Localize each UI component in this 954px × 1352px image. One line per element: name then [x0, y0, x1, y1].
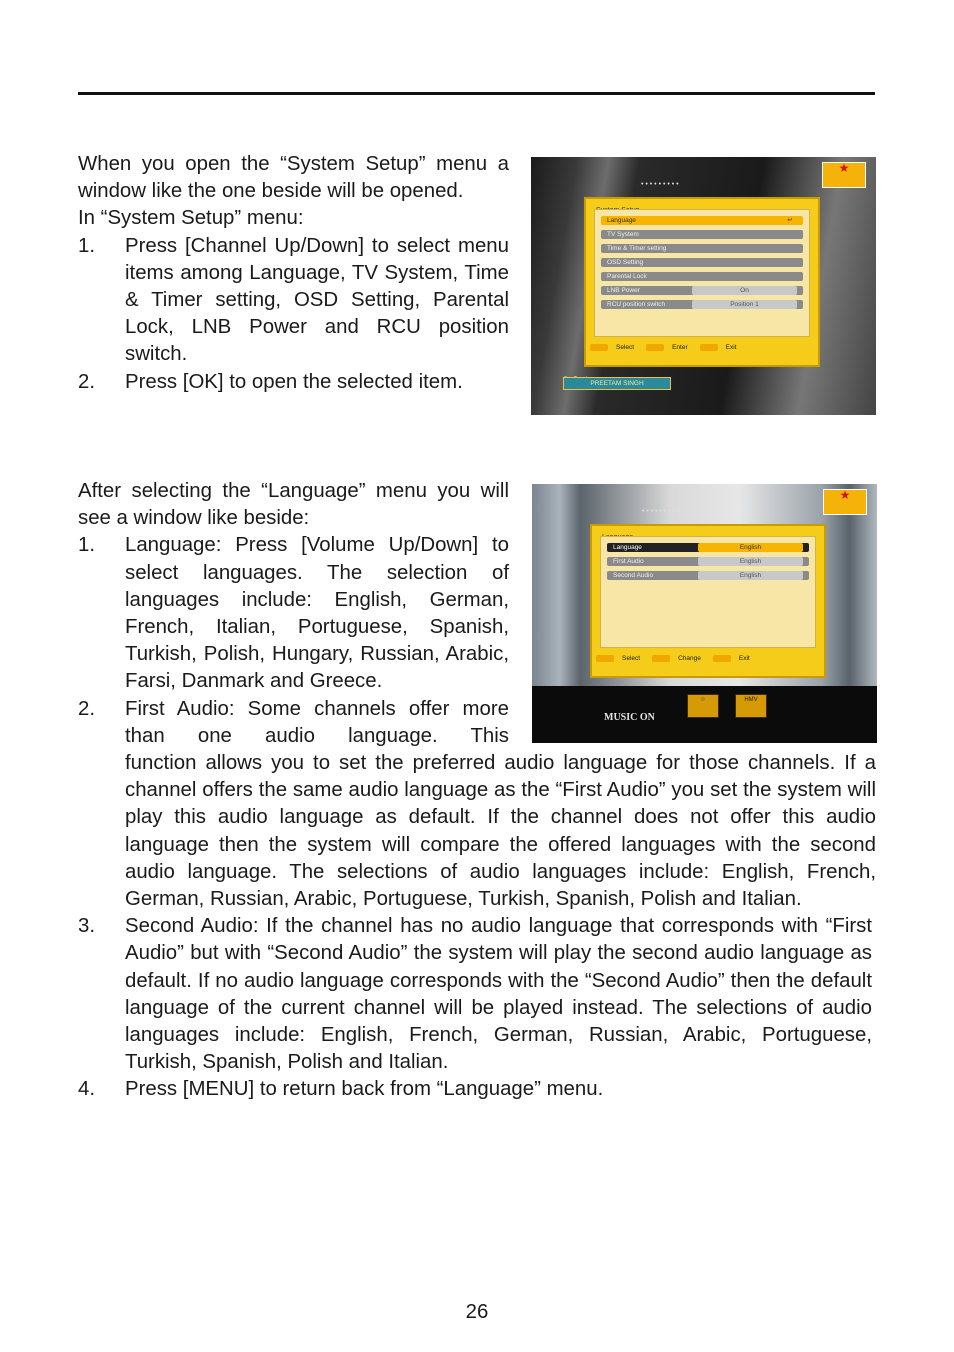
osd-menu: [590, 524, 826, 678]
channel-logo: ★: [823, 489, 867, 515]
osd-row: [607, 571, 809, 580]
osd-row: [601, 272, 803, 281]
osd-row: [607, 557, 809, 566]
footer-label: Select: [616, 343, 635, 351]
osd-row-value: English: [698, 543, 803, 552]
presenter-banner: PREETAM SINGH: [563, 377, 671, 390]
osd-row-label: TV System: [607, 231, 639, 238]
sponsor-logo: ☆: [687, 694, 719, 718]
channel-title: • • • • • • • • •: [642, 508, 680, 515]
osd-footer: [596, 645, 756, 672]
osd-row-label: LNB Power: [607, 287, 640, 294]
osd-row: [601, 300, 803, 309]
channel-logo: ★: [822, 162, 866, 188]
osd-menu: [584, 197, 820, 367]
footer-label: Enter: [672, 343, 688, 351]
footer-label: Change: [678, 654, 701, 662]
osd-list: [594, 209, 810, 337]
system-setup-section: [78, 151, 509, 396]
list-number: 2.: [78, 370, 96, 393]
osd-list: [600, 536, 816, 648]
osd-row-value: English: [698, 571, 803, 580]
header-rule: [78, 92, 875, 95]
list-item: [78, 233, 509, 369]
list-text: Press [Channel Up/Down] to select menu items among Language, TV System, Time & Timer setting, OSD Setting, Parental Lock, LNB Power and RCU position switch.: [125, 234, 509, 366]
list-text: First Audio: Some channels offer more than one audio language. This: [125, 697, 509, 747]
footer-label: Select: [622, 654, 641, 662]
osd-row-label: Parental Lock: [607, 273, 647, 280]
list-number: 1.: [78, 234, 96, 257]
section2-intro: After selecting the “Language” menu you will see a window like beside:: [78, 480, 509, 530]
list-number: 4.: [78, 1078, 96, 1101]
yellow-key-icon: [590, 344, 608, 351]
osd-row-label: Language: [607, 217, 636, 224]
music-on-label: MUSIC ON: [604, 712, 655, 723]
list-text: Language: Press [Volume Up/Down] to select languages. The selection of languages include: English, German, French, Italian, Portuguese, Spanish, Turkish, Polish, Hungary, Russian, Arabic, Farsi, Danmark and Greece.: [125, 534, 509, 693]
osd-row-label: First Audio: [613, 558, 644, 565]
section1-intro: When you open the “System Setup” menu a window like the one beside will be opened.: [78, 153, 509, 203]
yellow-key-icon: [652, 655, 670, 662]
footer-label: Exit: [725, 343, 737, 351]
list-text: Second Audio: If the channel has no audio language that corresponds with “First Audio” but with “Second Audio” the system will play the second audio language as default. If no audio language corresponds with the “Second Audio” then the default language of the current channel will be played instead. The selections of audio languages include: English, French, German, Russian, Arabic, Portuguese, Turkish, Spanish, Polish and Italian.: [125, 915, 872, 1074]
list-number: 2.: [78, 697, 96, 720]
osd-footer: [590, 334, 742, 361]
list-number: 3.: [78, 915, 96, 938]
page-number: 26: [465, 1301, 489, 1323]
yellow-key-icon: [700, 344, 718, 351]
osd-row-label: Language: [613, 544, 642, 551]
list-item: [78, 532, 509, 695]
hmv-logo: HMV: [735, 694, 767, 718]
channel-title: • • • • • • • • •: [641, 181, 679, 188]
osd-row: [601, 286, 803, 295]
list-item: [78, 369, 509, 396]
list-text: Press [MENU] to return back from “Language” menu.: [125, 1078, 604, 1101]
yellow-key-icon: [646, 344, 664, 351]
list-number: 1.: [78, 534, 96, 557]
enter-icon: ↵: [787, 217, 793, 224]
osd-row-value: Position 1: [692, 300, 797, 309]
language-screenshot: [532, 484, 877, 743]
list-item: [78, 1076, 872, 1103]
osd-row-value: English: [698, 557, 803, 566]
osd-row: [601, 216, 803, 225]
system-setup-screenshot: [531, 157, 876, 415]
osd-row: [601, 258, 803, 267]
osd-row-label: OSD Setting: [607, 259, 644, 266]
list-text: Press [OK] to open the selected item.: [125, 370, 463, 393]
osd-row: [607, 543, 809, 552]
osd-row-label: Time & Timer setting: [607, 245, 667, 252]
list-item: [78, 913, 872, 1076]
osd-row-label: Second Audio: [613, 572, 654, 579]
osd-row-value: On: [692, 286, 797, 295]
footer-label: Exit: [738, 654, 750, 662]
yellow-key-icon: [713, 655, 731, 662]
osd-row: [601, 244, 803, 253]
osd-row: [601, 230, 803, 239]
osd-row-label: RCU position switch: [607, 301, 666, 308]
section1-lead: In “System Setup” menu:: [78, 207, 304, 230]
list-text: function allows you to set the preferred audio language for those channels. If a channel offers the same audio language as the “First Audio” you set the system will play this audio language as default. If the channel does not offer this audio language then the system will compare the offered languages with the second audio language. The selections of audio languages include: English, French, German, Russian, Arabic, Portuguese, Turkish, Spanish, Polish and Italian.: [125, 752, 876, 911]
yellow-key-icon: [596, 655, 614, 662]
